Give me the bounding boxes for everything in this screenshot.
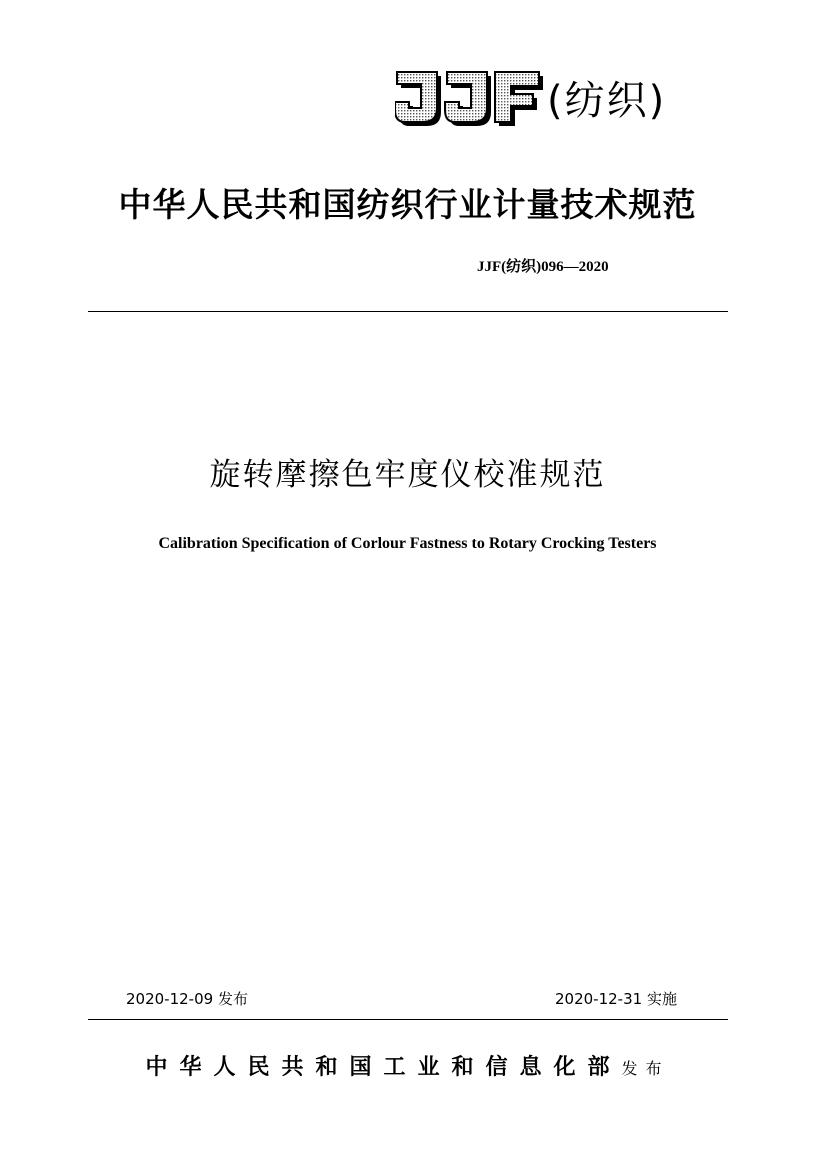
bottom-divider (88, 1019, 728, 1020)
logo-letter-f (495, 72, 543, 126)
issuer-line (0, 1050, 815, 1081)
issuer-action: 发布 (621, 1059, 670, 1078)
document-title-english: Calibration Specification of Corlour Fastness to Rotary Crocking Testers (158, 535, 657, 552)
logo-letter-j1 (395, 72, 441, 126)
standard-class-title: 中华人民共和国纺织行业计量技术规范 (118, 185, 697, 224)
effective-date: 2020-12-31 实施 (555, 990, 677, 1008)
logo-suffix-text: (纺织) (547, 78, 667, 124)
logo-letter-j2 (445, 72, 491, 126)
issuer-name: 中华人民共和国工业和信息化部 (145, 1054, 622, 1080)
publish-date: 2020-12-09 发布 (126, 990, 248, 1008)
jjf-logo (395, 68, 695, 132)
standard-number: JJF(纺织)096—2020 (477, 259, 609, 275)
document-title-chinese: 旋转摩擦色牢度仪校准规范 (209, 457, 606, 493)
jjf-logo-mark (395, 68, 545, 132)
top-divider (88, 311, 728, 312)
